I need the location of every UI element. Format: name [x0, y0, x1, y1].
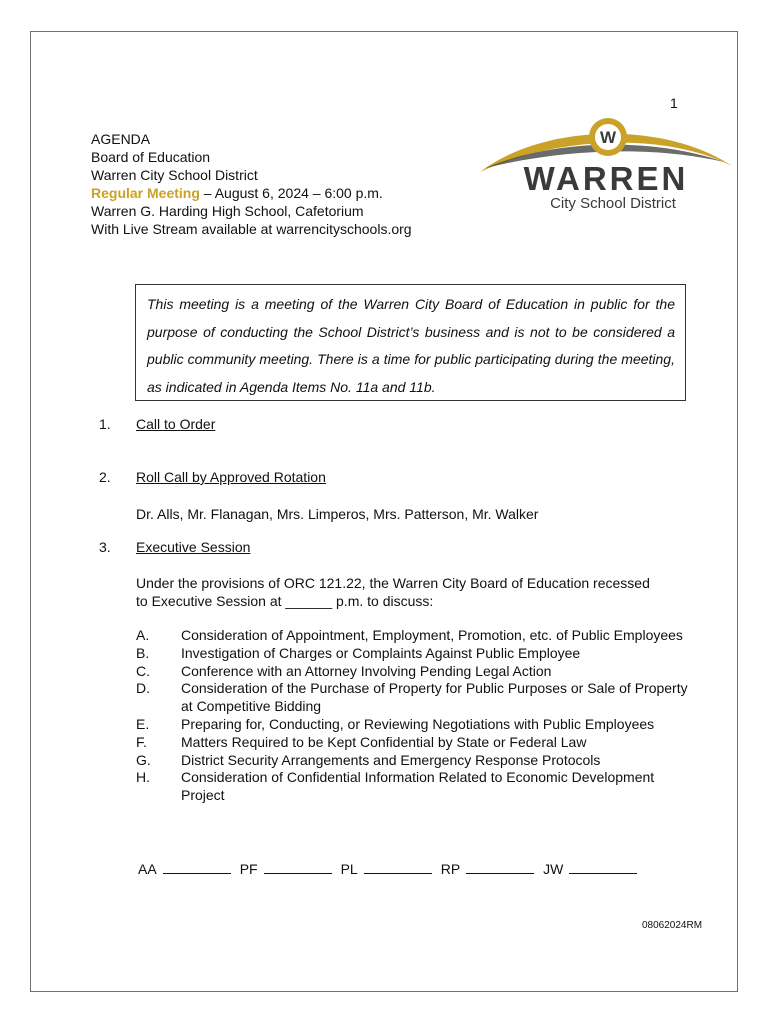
meeting-notice-box: This meeting is a meeting of the Warren City Board of Education in public for the purpose of conducting the School District’s business and is not to be considered a public community meeting. There is a time for public participating during the meeting, as indicated in Agenda Items No. 11a and 11b. — [135, 284, 686, 401]
initial-field: PF — [240, 860, 332, 877]
item-number: 2. — [99, 469, 111, 485]
list-item: H. Consideration of Confidential Information Related to Economic Development Project — [136, 769, 655, 804]
logo-subtitle: City School District — [550, 195, 676, 212]
document-code: 08062024RM — [642, 920, 703, 931]
list-item: B. Investigation of Charges or Complaints Against Public Employee — [136, 644, 581, 661]
item-roll-call: Roll Call by Approved Rotation — [136, 469, 326, 485]
item-call-to-order: Call to Order — [136, 416, 216, 432]
list-item: D. Consideration of the Purchase of Property for Public Purposes or Sale of Property at Competitive Bidding — [136, 680, 688, 715]
meeting-details: – August 6, 2024 – 6:00 p.m. — [199, 185, 383, 201]
page-number: 1 — [670, 95, 678, 111]
meeting-type: Regular Meeting — [91, 185, 200, 201]
executive-session-text: Under the provisions of ORC 121.22, the Warren City Board of Education recessed to Executive Session at ______ p.m. to discuss: — [136, 575, 650, 609]
header-board: Board of Education — [91, 149, 211, 165]
executive-session-topics — [136, 627, 696, 805]
initial-field: RP — [441, 860, 534, 877]
agenda-header — [91, 130, 412, 238]
list-item: G. District Security Arrangements and Emergency Response Protocols — [136, 751, 601, 768]
list-item: E. Preparing for, Conducting, or Reviewing Negotiations with Public Employees — [136, 715, 655, 732]
list-item: A. Consideration of Appointment, Employment, Promotion, etc. of Public Employees — [136, 627, 683, 643]
warren-logo — [476, 112, 736, 212]
board-initials-row — [138, 860, 646, 877]
initial-field: PL — [341, 860, 432, 877]
header-district: Warren City School District — [91, 167, 258, 183]
list-item: F. Matters Required to be Kept Confidential by State or Federal Law — [136, 733, 587, 750]
list-item: C. Conference with an Attorney Involving Pending Legal Action — [136, 662, 552, 679]
header-meeting-line — [91, 184, 412, 202]
roll-call-members: Dr. Alls, Mr. Flanagan, Mrs. Limperos, Mrs. Patterson, Mr. Walker — [136, 506, 539, 522]
logo-name: WARREN — [523, 160, 689, 197]
item-executive-session: Executive Session — [136, 539, 251, 555]
initial-field: AA — [138, 860, 231, 877]
initial-field: JW — [543, 860, 637, 877]
header-agenda: AGENDA — [91, 131, 151, 147]
item-number: 3. — [99, 539, 111, 555]
logo-emblem-letter: W — [599, 128, 617, 147]
item-number: 1. — [99, 416, 111, 432]
header-livestream: With Live Stream available at warrencityschools.org — [91, 221, 412, 237]
header-location: Warren G. Harding High School, Cafetorium — [91, 203, 364, 219]
